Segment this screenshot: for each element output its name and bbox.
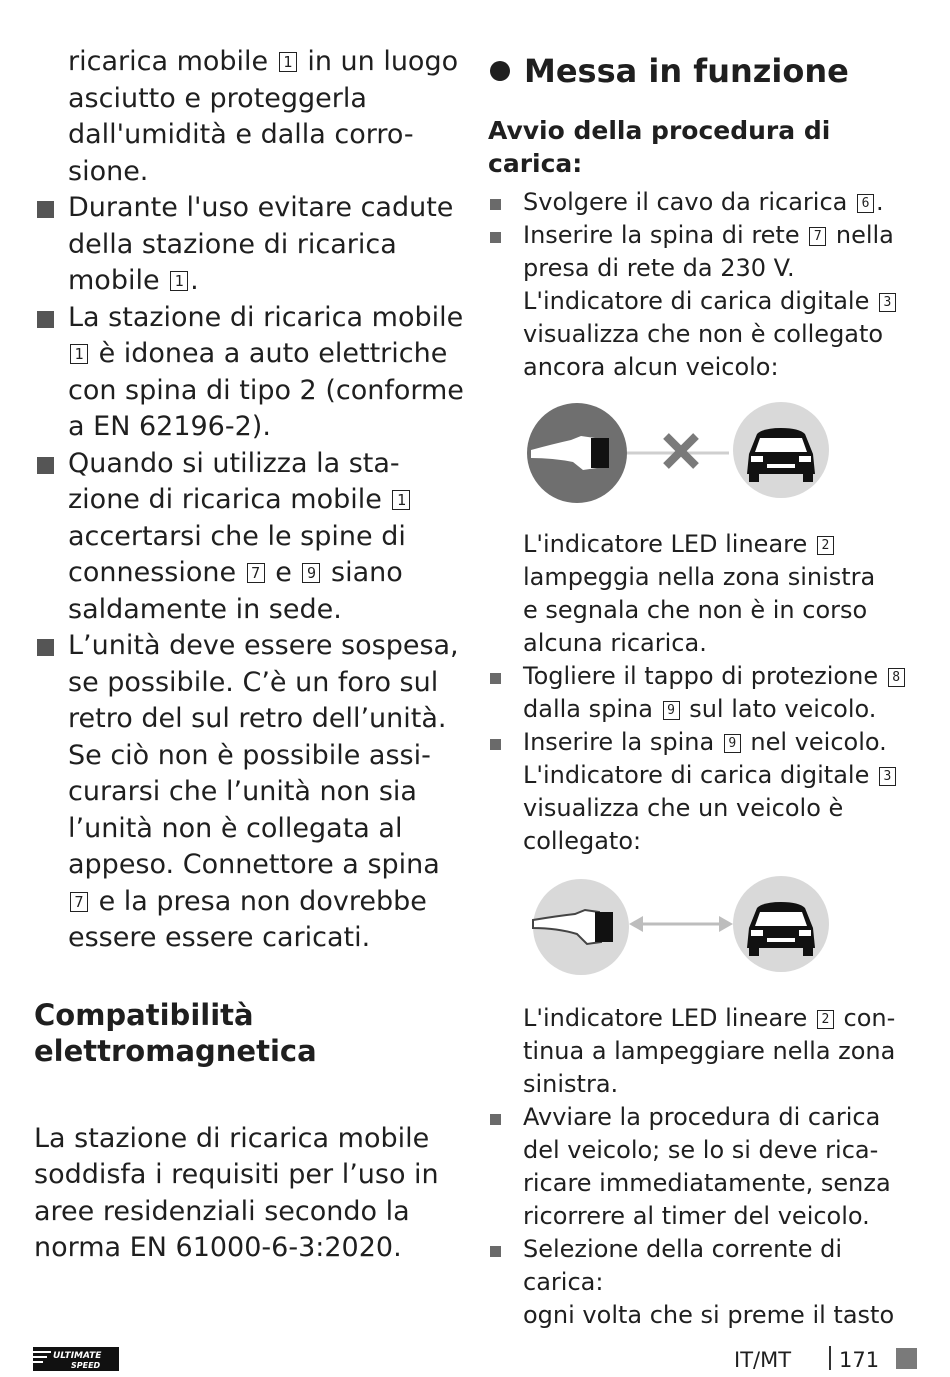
part-reference-number: 1: [279, 52, 297, 72]
text-line: [523, 252, 918, 285]
text-line: [523, 660, 918, 693]
text-fragment: e: [266, 557, 301, 588]
text-line: [68, 665, 464, 702]
square-bullet-icon: [490, 199, 501, 210]
text-fragment: e la presa non dovrebbe: [90, 885, 427, 917]
list-item: [34, 190, 464, 300]
text-fragment: L'indicatore di carica digitale: [523, 287, 877, 315]
square-bullet-icon: [37, 311, 54, 328]
text-line: [523, 1134, 918, 1167]
text-fragment: lampeggia nella zona sinistra: [523, 563, 876, 591]
list-item: [488, 219, 918, 384]
list-item: [488, 1002, 918, 1101]
text-fragment: Togliere il tappo di protezione: [523, 662, 886, 690]
text-line: [68, 190, 464, 227]
part-reference-number: 7: [247, 563, 265, 583]
text-line: [68, 701, 464, 738]
text-line: [523, 726, 918, 759]
text-fragment: tinua a lampeggiare nella zona: [523, 1037, 896, 1065]
steps-block-2: [488, 528, 918, 858]
part-reference-number: 1: [170, 271, 188, 291]
text-line: [68, 884, 464, 921]
double-arrow-icon: [629, 916, 733, 932]
text-line: [68, 44, 464, 81]
list-item: [34, 446, 464, 629]
list-item: [488, 1233, 918, 1332]
part-reference-number: 8: [888, 668, 905, 687]
text-line: [523, 528, 918, 561]
emc-heading: Compatibilità elettromagnetica: [34, 997, 317, 1068]
text-line: [68, 263, 464, 300]
text-line: [523, 1167, 918, 1200]
text-line: [68, 154, 464, 191]
list-item: [488, 1101, 918, 1233]
text-fragment: ricare immediatamente, senza: [523, 1169, 891, 1197]
square-bullet-icon: [37, 639, 54, 656]
text-line: [68, 811, 464, 848]
text-fragment: Avviare la procedura di carica: [523, 1103, 881, 1131]
text-line: [523, 1068, 918, 1101]
text-fragment: Inserire la spina: [523, 728, 722, 756]
text-fragment: Se ciò non è possibile assi-: [68, 739, 431, 771]
list-item: [488, 186, 918, 219]
text-line: [523, 1035, 918, 1068]
part-reference-number: 1: [70, 344, 88, 364]
part-reference-number: 7: [809, 227, 826, 246]
text-fragment: collegato:: [523, 827, 642, 855]
text-line: [523, 792, 918, 825]
text-fragment: mobile: [68, 265, 169, 296]
text-line: [523, 1101, 918, 1134]
square-bullet-icon: [490, 1246, 501, 1257]
text-line: [68, 847, 464, 884]
text-line: [68, 628, 464, 665]
part-reference-number: 9: [302, 563, 320, 583]
car-icon: [733, 402, 829, 498]
page-number: 171: [839, 1348, 880, 1372]
text-line: [68, 227, 464, 264]
text-line: [68, 300, 464, 337]
text-fragment: L'indicatore di carica digitale: [523, 761, 877, 789]
text-fragment: ricorrere al timer del veicolo.: [523, 1202, 870, 1230]
text-line: [523, 1266, 918, 1299]
text-line: [523, 627, 918, 660]
text-line: [523, 561, 918, 594]
svg-text:ULTIMATE: ULTIMATE: [53, 1351, 102, 1361]
list-item: [34, 628, 464, 957]
text-fragment: visualizza che non è collegato: [523, 320, 884, 348]
part-reference-number: 3: [879, 293, 896, 312]
text-fragment: appeso. Connettore a spina: [68, 849, 440, 880]
text-line: [523, 693, 918, 726]
figure-connected: [523, 872, 918, 1002]
text-line: [68, 592, 464, 629]
text-line: [68, 482, 464, 519]
text-fragment: sione.: [68, 155, 149, 187]
text-fragment: retro del sul retro dell’unità.: [68, 703, 447, 734]
text-line: [68, 774, 464, 811]
text-line: [68, 519, 464, 556]
text-line: [523, 759, 918, 792]
text-fragment: Selezione della corrente di: [523, 1235, 843, 1263]
list-item: [488, 528, 918, 660]
square-bullet-icon: [37, 201, 54, 218]
text-fragment: con spina di tipo 2 (conforme: [68, 374, 464, 406]
part-reference-number: 9: [724, 734, 741, 753]
text-fragment: della stazione di ricarica: [68, 228, 397, 260]
part-reference-number: 1: [392, 490, 410, 510]
text-fragment: L'indicatore LED lineare: [523, 1004, 815, 1032]
text-line: [523, 1002, 918, 1035]
text-fragment: in un luogo: [298, 46, 459, 77]
car-icon: [733, 876, 829, 972]
text-line: [523, 219, 918, 252]
text-fragment: se possibile. C’è un foro sul: [68, 666, 439, 698]
square-bullet-icon: [490, 232, 501, 243]
text-fragment: carica:: [523, 1268, 604, 1296]
text-fragment: siano: [322, 557, 403, 588]
text-fragment: La stazione di ricarica mobile: [68, 301, 464, 333]
steps-block-1: [488, 186, 918, 384]
text-fragment: con-: [835, 1004, 896, 1032]
subheading: Avvio della procedura di carica:: [488, 116, 831, 178]
text-fragment: essere essere caricati.: [68, 922, 371, 953]
text-fragment: l’unità non è collegata al: [68, 812, 403, 844]
text-fragment: curarsi che l’unità non sia: [68, 776, 417, 807]
text-fragment: accertarsi che le spine di: [68, 520, 406, 552]
text-fragment: connessione: [68, 557, 245, 588]
text-fragment: Quando si utilizza la sta-: [68, 447, 400, 479]
part-reference-number: 2: [817, 1010, 834, 1029]
text-line: [68, 117, 464, 154]
text-line: [523, 825, 918, 858]
cross-icon: [666, 436, 696, 466]
text-fragment: a EN 62196-2).: [68, 411, 271, 442]
square-bullet-icon: [37, 457, 54, 474]
text-fragment: ogni volta che si preme il tasto: [523, 1301, 895, 1329]
square-bullet-icon: [490, 1114, 501, 1125]
left-column: [34, 44, 464, 1267]
text-line: [523, 594, 918, 627]
text-fragment: nella: [828, 221, 894, 249]
part-reference-number: 3: [879, 767, 896, 786]
text-fragment: alcuna ricarica.: [523, 629, 707, 657]
footer-separator: [829, 1346, 831, 1370]
text-fragment: del veicolo; se lo si deve rica-: [523, 1136, 879, 1164]
square-bullet-icon: [490, 739, 501, 750]
brand-logo: [33, 1345, 119, 1373]
steps-block-3: [488, 1002, 918, 1332]
figure-not-connected: [523, 398, 918, 528]
text-fragment: ricarica mobile: [68, 46, 277, 77]
text-line: [523, 1233, 918, 1266]
text-fragment: asciutto e proteggerla: [68, 82, 367, 114]
heading-bullet-icon: [490, 61, 510, 81]
text-fragment: dalla spina: [523, 695, 661, 723]
part-reference-number: 7: [70, 892, 88, 912]
text-fragment: visualizza che un veicolo è: [523, 794, 844, 822]
intro-text: [34, 44, 464, 190]
plug-icon: [527, 403, 627, 503]
text-fragment: zione di ricarica mobile: [68, 484, 391, 515]
text-fragment: nel veicolo.: [742, 728, 887, 756]
part-reference-number: 6: [857, 194, 874, 213]
text-fragment: dall'umidità e dalla corro-: [68, 119, 414, 150]
text-fragment: sinistra.: [523, 1070, 619, 1098]
text-fragment: Svolgere il cavo da ricarica: [523, 188, 855, 216]
left-bullet-list: [34, 190, 464, 957]
text-fragment: Inserire la spina di rete: [523, 221, 808, 249]
text-line: [523, 318, 918, 351]
text-line: [68, 738, 464, 775]
text-fragment: e segnala che non è in corso: [523, 596, 868, 624]
text-fragment: sul lato veicolo.: [681, 695, 877, 723]
text-line: [68, 373, 464, 410]
square-bullet-icon: [490, 673, 501, 684]
list-item: [34, 300, 464, 446]
svg-text:SPEED: SPEED: [71, 1361, 101, 1370]
text-fragment: .: [190, 265, 199, 296]
part-reference-number: 2: [817, 536, 834, 555]
text-line: [68, 409, 464, 446]
text-fragment: .: [875, 188, 884, 216]
text-fragment: Durante l'uso evitare cadute: [68, 192, 454, 223]
list-item: [488, 726, 918, 858]
text-fragment: L’unità deve essere sospesa,: [68, 630, 459, 661]
text-line: [523, 351, 918, 384]
footer-language: IT/MT: [734, 1348, 792, 1372]
text-line: [523, 285, 918, 318]
connected-illustration: [523, 872, 853, 982]
emc-paragraph: La stazione di ricarica mobile soddisfa i requisiti per l’uso in aree residenziali secondo la norma EN 61000-6-3:2020.: [34, 1122, 439, 1263]
text-line: [68, 446, 464, 483]
text-line: [68, 81, 464, 118]
text-line: [523, 1200, 918, 1233]
list-item: [488, 660, 918, 726]
text-fragment: presa di rete da 230 V.: [523, 254, 795, 282]
text-fragment: saldamente in sede.: [68, 593, 342, 625]
not-connected-illustration: [523, 398, 853, 508]
text-fragment: ancora alcun veicolo:: [523, 353, 779, 381]
text-line: [68, 555, 464, 592]
plug-icon: [533, 879, 629, 975]
section-heading: Messa in funzione: [488, 50, 918, 92]
text-fragment: è idonea a auto elettriche: [90, 338, 448, 369]
right-column: [488, 50, 918, 1332]
text-fragment: L'indicatore LED lineare: [523, 530, 815, 558]
text-line: [68, 920, 464, 957]
text-line: [68, 336, 464, 373]
text-line: [523, 1299, 918, 1332]
footer-marker: [896, 1348, 917, 1369]
text-line: [523, 186, 918, 219]
part-reference-number: 9: [663, 701, 680, 720]
